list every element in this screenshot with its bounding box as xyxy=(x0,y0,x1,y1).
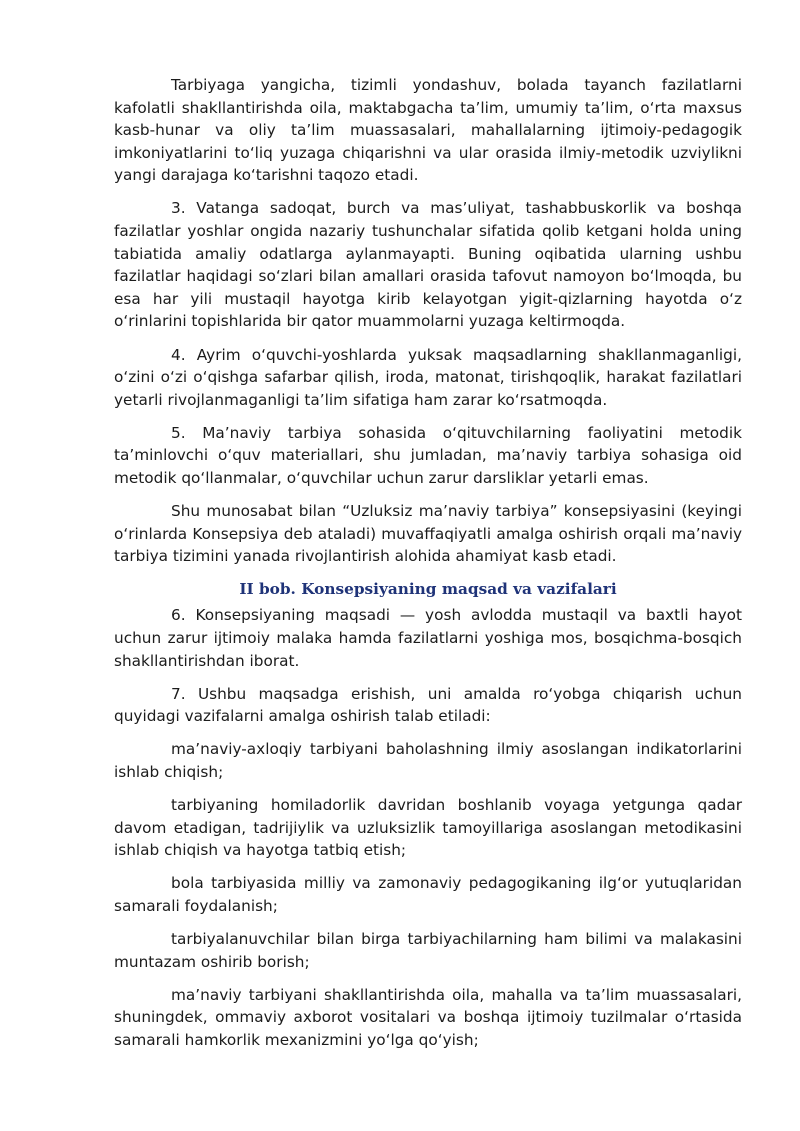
list-item: tarbiyalanuvchilar bilan birga tarbiyachilarning ham bilimi va malakasini muntazam oshirib borish; xyxy=(114,930,742,971)
list-item: ma’naviy-axloqiy tarbiyani baholashning ilmiy asoslangan indikatorlarini ishlab chiqish; xyxy=(114,740,742,781)
paragraph-intro: Tarbiyaga yangicha, tizimli yondashuv, bolada tayanch fazilatlarni kafolatli shakllantirishda oila, maktabgacha ta’lim, umumiy ta’lim, o‘rta maxsus kasb-hunar va oliy ta’lim muassasalari, mahallalarning ijtimoiy-pedagogik imkoniyatlarini to‘liq yuzaga chiqarishni va ular orasida ilmiy-metodik uzviylikni yangi darajaga ko‘tarishni taqozo etadi. xyxy=(114,76,742,185)
list-item: bola tarbiyasida milliy va zamonaviy pedagogikaning ilg‘or yutuqlaridan samarali foydalanish; xyxy=(114,874,742,915)
list-item: ma’naviy tarbiyani shakllantirishda oila, mahalla va ta’lim muassasalari, shuningdek, ommaviy axborot vositalari va boshqa ijtimoiy tuzilmalar o‘rtasida samarali hamkorlik mexanizmini yo‘lga qo‘yish; xyxy=(114,985,742,1049)
document-body xyxy=(114,74,742,1062)
paragraph-item-7: 7. Ushbu maqsadga erishish, uni amalda ro‘yobga chiqarish uchun quyidagi vazifalarni amalga oshirish talab etiladi: xyxy=(114,684,742,726)
paragraph-item-3: 3. Vatanga sadoqat, burch va mas’uliyat, tashabbuskorlik va boshqa fazilatlar yoshlar ongida nazariy tushunchalar sifatida qolib ketgani holda uning tabiatida amaliy odatlarga aylanmayapti. Buning oqibatida ularning ushbu fazilatlar haqidagi so‘zlari bilan amallari orasida tafovut namoyon bo‘lmoqda, bu esa har yili mustaqil hayotga kirib kelayotgan yigit-qizlarning hayotda o‘z o‘rinlarini topishlarida bir qator muammolarni yuzaga keltirmoqda. xyxy=(114,199,742,331)
paragraph-conclusion: Shu munosabat bilan “Uzluksiz ma’naviy tarbiya” konsepsiyasini (keyingi o‘rinlarda Konsepsiya deb ataladi) muvaffaqiyatli amalga oshirish orqali ma’naviy tarbiya tizimini yanada rivojlantirish alohida ahamiyat kasb etadi. xyxy=(114,502,742,566)
section-heading: II bob. Konsepsiyaning maqsad va vazifalari xyxy=(239,580,617,599)
list-item: tarbiyaning homiladorlik davridan boshlanib voyaga yetgunga qadar davom etadigan, tadrijiylik va uzluksizlik tamoyillariga asoslangan metodikasini ishlab chiqish va hayotga tatbiq etish; xyxy=(114,796,742,860)
paragraph-item-6: 6. Konsepsiyaning maqsadi — yosh avlodda mustaqil va baxtli hayot uchun zarur ijtimoiy malaka hamda fazilatlarni yoshiga mos, bosqichma-bosqich shakllantirishdan iborat. xyxy=(114,606,742,670)
paragraph-item-4: 4. Ayrim o‘quvchi-yoshlarda yuksak maqsadlarning shakllanmaganligi, o‘zini o‘zi o‘qishga safarbar qilish, iroda, matonat, tirishqoqlik, harakat fazilatlari yetarli rivojlanmaganligi ta’lim sifatiga ham zarar ko‘rsatmoqda. xyxy=(114,345,742,409)
paragraph-item-5: 5. Ma’naviy tarbiya sohasida o‘qituvchilarning faoliyatini metodik ta’minlovchi o‘quv materiallari, shu jumladan, ma’naviy tarbiya sohasiga oid metodik qo‘llanmalar, o‘quvchilar uchun zarur darsliklar yetarli emas. xyxy=(114,423,742,487)
